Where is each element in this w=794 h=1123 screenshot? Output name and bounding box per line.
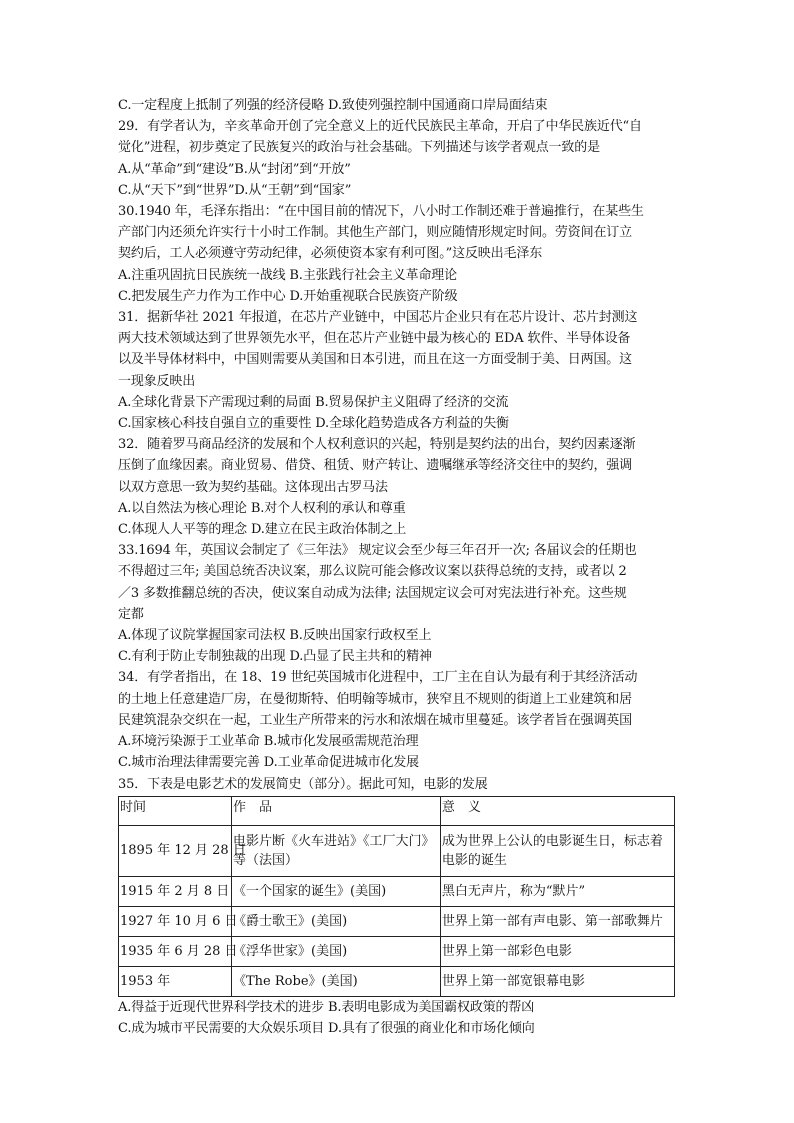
text-line: 民建筑混杂交织在一起，工业生产所带来的污水和浓烟在城市里蔓延。该学者旨在强调英国 [118, 712, 633, 728]
table-cell-work: 《一个国家的诞生》(美国) [232, 876, 441, 906]
text-line: 契约后，工人必须遵守劳动纪律，必须使资本家有利可图。”这反映出毛泽东 [118, 246, 543, 262]
table-row [119, 936, 675, 966]
text-line: C.一定程度上抵制了列强的经济侵略 D.致使列强控制中国通商口岸局面结束 [118, 98, 548, 113]
text-line: 不得超过三年; 美国总统否决议案，那么议院可能会修改议案以获得总统的支持，或者以 2 [118, 564, 627, 580]
table-row [119, 825, 675, 876]
exam-page [118, 95, 678, 1039]
table-cell-time: 1895 年 12 月 28 日 [119, 825, 232, 876]
answer-option-line: C.国家核心科技自强自立的重要性 D.全球化趋势造成各方利益的失衡 [118, 416, 509, 432]
answer-option-line: A.体现了议院掌握国家司法权 B.反映出国家行政权至上 [118, 628, 432, 644]
text-line: 定都 [118, 606, 144, 622]
table-header-cell: 作 品 [232, 796, 441, 825]
answer-option-line: C.成为城市平民需要的大众娱乐项目 D.具有了很强的商业化和市场化倾向 [118, 1020, 535, 1036]
table-row [119, 876, 675, 906]
answer-option-line: A.得益于近现代世界科学技术的进步 B.表明电影成为美国霸权政策的帮凶 [118, 999, 535, 1015]
text-line: 34．有学者指出，在 18、19 世纪英国城市化进程中，工厂主在自认为最有利于其经济活动 [118, 670, 638, 686]
answer-option-line: A.从“革命”到“建设”B.从“封闭”到“开放” [118, 161, 351, 177]
table-header-cell: 意 义 [440, 796, 674, 825]
text-line: 32．随着罗马商品经济的发展和个人权利意识的兴起，特别是契约法的出台，契约因素逐渐 [118, 437, 636, 453]
text-line: 以双方意思一致为契约基础。这体现出古罗马法 [118, 479, 388, 495]
text-line: 29．有学者认为，辛亥革命开创了完全意义上的近代民族民主革命，开启了中华民族近代“自 [118, 119, 642, 135]
text-line: 的土地上任意建造厂房，在曼彻斯特、伯明翰等城市，狭窄且不规则的街道上工业建筑和居 [118, 691, 633, 707]
table-cell-work: 《The Robe》(美国) [232, 966, 441, 996]
answer-option-line: C.体现人人平等的理念 D.建立在民主政治体制之上 [118, 522, 407, 538]
table-cell-work: 《浮华世家》(美国) [232, 936, 441, 966]
table-cell-meaning: 世界上第一部有声电影、第一部歌舞片 [440, 906, 674, 936]
text-line: 以及半导体材料中，中国则需要从美国和日本引进，而且在这一方面受制于美、日两国。这 [118, 352, 633, 368]
table-cell-time: 1915 年 2 月 8 日 [119, 876, 232, 906]
answer-option-line: C.有利于防止专制独裁的出现 D.凸显了民主共和的精神 [118, 649, 432, 665]
text-line: 35．下表是电影艺术的发展简史（部分）。据此可知，电影的发展 [118, 776, 488, 792]
answer-option-line: A.全球化背景下产需现过剩的局面 B.贸易保护主义阻碍了经济的交流 [118, 394, 509, 410]
answer-option-line: A.以自然法为核心理论 B.对个人权利的承认和尊重 [118, 500, 406, 516]
answer-option-line: C.从“天下”到“世界”D.从“王朝”到“国家” [118, 182, 352, 198]
table-cell-time: 1935 年 6 月 28 日 [119, 936, 232, 966]
text-line: 压倒了血缘因素。商业贸易、借贷、租赁、财产转让、遗嘱继承等经济交往中的契约，强调 [118, 458, 633, 474]
table-cell-work: 《爵士歌王》(美国) [232, 906, 441, 936]
text-line: 觉化”进程，初步奠定了民族复兴的政治与社会基础。下列描述与该学者观点一致的是 [118, 140, 600, 156]
text-line: 31．据新华社 2021 年报道，在芯片产业链中，中国芯片企业只有在芯片设计、芯片封测这 [118, 310, 638, 326]
question-text-block [118, 95, 678, 795]
film-history-table [118, 796, 675, 997]
text-line: 30.1940 年，毛泽东指出：“在中国目前的情况下，八小时工作制还难于普遍推行，在某些生 [118, 204, 644, 220]
table-header-cell: 时间 [119, 796, 232, 825]
text-line: 两大技术领域达到了世界领先水平，但在芯片产业链中最为核心的 EDA 软件、半导体设备 [118, 331, 631, 347]
table-row [119, 966, 675, 996]
table-answer-options [118, 997, 678, 1039]
table-cell-time: 1927 年 10 月 6 日 [119, 906, 232, 936]
text-line: 产部门内还须允许实行十小时工作制。其他生产部门，则应随情形规定时间。劳资间在订立 [118, 225, 633, 241]
text-line: ／3 多数推翻总统的否决，使议案自动成为法律; 法国规定议会可对宪法进行补充。这些规 [118, 585, 627, 601]
answer-option-line: A.环境污染源于工业革命 B.城市化发展亟需规范治理 [118, 734, 419, 750]
answer-option-line: C.城市治理法律需要完善 D.工业革命促进城市化发展 [118, 755, 419, 771]
table-cell-work: 电影片断《火车进站》《工厂大门》等（法国） [232, 825, 441, 876]
table-cell-meaning: 黑白无声片，称为“默片” [440, 876, 674, 906]
answer-option-line: A.注重巩固抗日民族统一战线 B.主张践行社会主义革命理论 [118, 267, 457, 283]
table-cell-meaning: 世界上第一部彩色电影 [440, 936, 674, 966]
table-cell-meaning: 世界上第一部宽银幕电影 [440, 966, 674, 996]
answer-option-line: C.把发展生产力作为工作中心 D.开始重视联合民族资产阶级 [118, 288, 458, 304]
table-row [119, 906, 675, 936]
text-line: 33.1694 年，英国议会制定了《三年法》 规定议会至少每三年召开一次; 各届议会的任期也 [118, 543, 637, 559]
table-header-row [119, 796, 675, 825]
text-line: 一现象反映出 [118, 373, 196, 389]
table-cell-time: 1953 年 [119, 966, 232, 996]
table-cell-meaning: 成为世界上公认的电影诞生日，标志着电影的诞生 [440, 825, 674, 876]
